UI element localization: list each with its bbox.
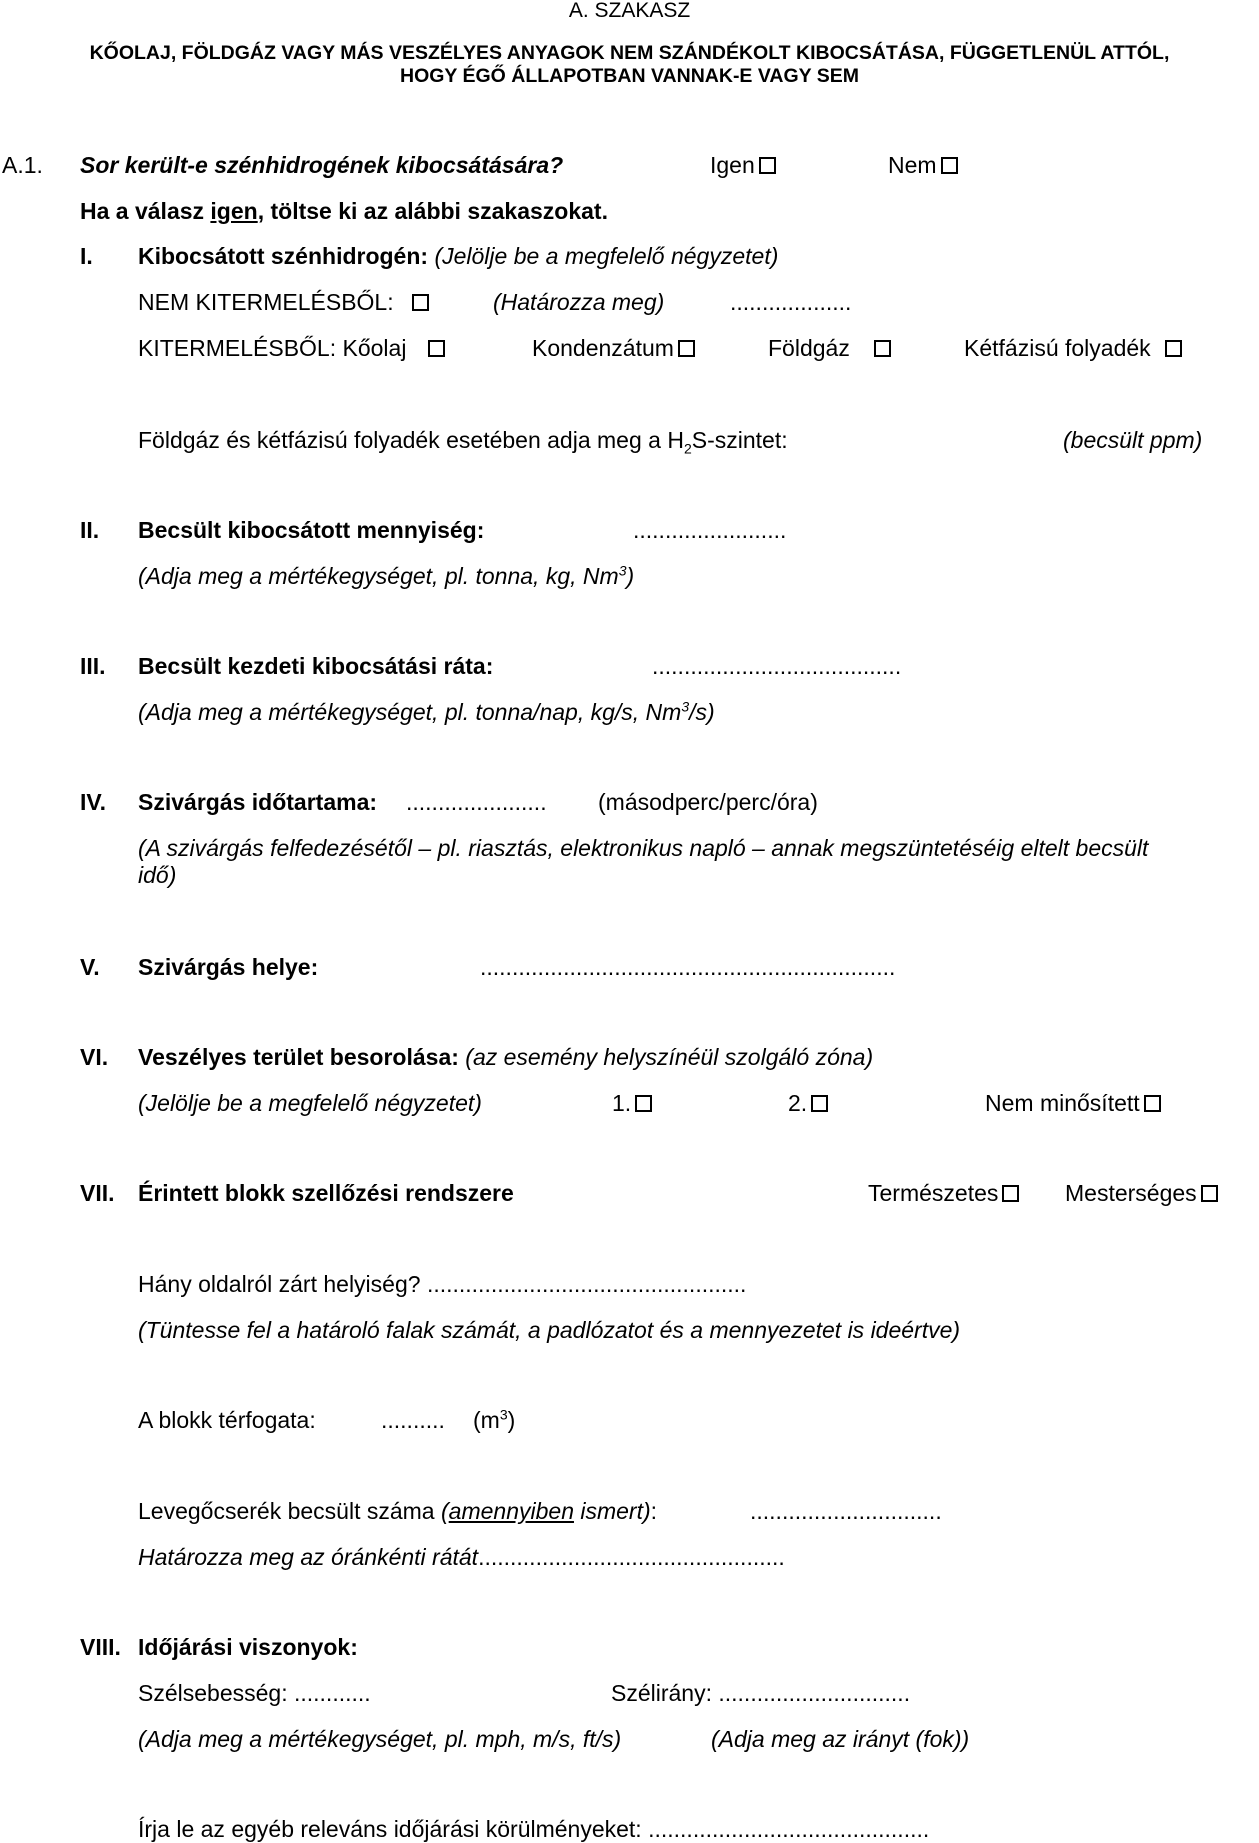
a1-instruction bbox=[80, 200, 608, 223]
s7-volume-unit-pre: (m bbox=[473, 1407, 500, 1433]
s1-non-production-text: NEM KITERMELÉSBŐL: bbox=[138, 289, 394, 315]
s7-sides-hint: (Tüntesse fel a határoló falak számát, a padlózatot és a mennyezetet is ideértve) bbox=[138, 1317, 961, 1343]
s7-hourly-rate-field[interactable]: ................................................ bbox=[478, 1544, 785, 1570]
s5-location-field[interactable]: ................................................................. bbox=[480, 954, 896, 980]
s8-wind-dir-row bbox=[611, 1682, 910, 1705]
s7-title: Érintett blokk szellőzési rendszere bbox=[138, 1180, 514, 1206]
s1-non-production-label bbox=[138, 291, 429, 314]
s8-wind-speed-label: Szélsebesség: bbox=[138, 1680, 288, 1706]
s2-title: Becsült kibocsátott mennyiség: bbox=[138, 517, 485, 543]
s7-sides-row bbox=[138, 1273, 746, 1296]
section-label: A. SZAKASZ bbox=[568, 0, 691, 22]
s7-air-changes-field[interactable]: .............................. bbox=[750, 1498, 942, 1524]
s5-title: Szivárgás helye: bbox=[138, 954, 319, 980]
form-title-line1: KŐOLAJ, FÖLDGÁZ VAGY MÁS VESZÉLYES ANYAGOK NEM SZÁNDÉKOLT KIBOCSÁTÁSA, FÜGGETLENÜL ATTÓL, bbox=[89, 42, 1170, 64]
s8-other-row bbox=[138, 1818, 929, 1841]
s8-wind-speed-hint: (Adja meg a mértékegységet, pl. mph, m/s, ft/s) bbox=[138, 1726, 622, 1752]
s8-number: VIII. bbox=[80, 1634, 121, 1660]
s7-number: VII. bbox=[80, 1180, 115, 1206]
s7-air-changes-colon: : bbox=[650, 1498, 658, 1524]
s6-zone2-checkbox[interactable] bbox=[811, 1095, 828, 1112]
a1-instruction-pre: Ha a válasz bbox=[80, 198, 211, 224]
a1-no-checkbox[interactable] bbox=[941, 157, 958, 174]
s8-other-label: Írja le az egyéb releváns időjárási körülményeket: bbox=[138, 1816, 642, 1842]
s7-sides-field[interactable]: .................................................. bbox=[426, 1271, 747, 1297]
s7-volume-label: A blokk térfogata: bbox=[138, 1407, 316, 1433]
s2-quantity-field[interactable]: ........................ bbox=[633, 517, 787, 543]
s6-unclassified-checkbox[interactable] bbox=[1144, 1095, 1161, 1112]
s7-mechanical-checkbox[interactable] bbox=[1201, 1185, 1218, 1202]
s4-hint-line1: (A szivárgás felfedezésétől – pl. riasztás, elektronikus napló – annak megszüntetéséig eltelt becsült bbox=[138, 835, 1149, 861]
s5-number: V. bbox=[80, 954, 100, 980]
s8-title: Időjárási viszonyok: bbox=[138, 1634, 358, 1660]
s6-zone1-label: 1. bbox=[612, 1090, 632, 1116]
s4-title: Szivárgás időtartama: bbox=[138, 789, 378, 815]
s7-volume-field[interactable]: .......... bbox=[381, 1407, 445, 1433]
s4-unit: (másodperc/perc/óra) bbox=[598, 789, 818, 815]
s7-volume-unit-sup: 3 bbox=[499, 1406, 508, 1423]
s6-hint: (Jelölje be a megfelelő négyzetet) bbox=[138, 1090, 482, 1116]
s3-hint-sup: 3 bbox=[681, 698, 690, 715]
s6-zone2-label: 2. bbox=[788, 1090, 808, 1116]
s8-wind-dir-hint: (Adja meg az irányt (fok)) bbox=[711, 1726, 970, 1752]
s1-two-phase-option[interactable] bbox=[964, 337, 1182, 360]
s3-hint bbox=[138, 698, 715, 725]
s1-two-phase-checkbox[interactable] bbox=[1165, 340, 1182, 357]
s1-production-label: KITERMELÉSBŐL: Kőolaj bbox=[138, 335, 407, 361]
s7-natural-label: Természetes bbox=[868, 1180, 999, 1206]
s7-air-changes-label bbox=[138, 1500, 657, 1523]
s4-hint-line2: idő) bbox=[138, 862, 177, 888]
a1-yes-option[interactable] bbox=[710, 154, 776, 177]
s1-heading bbox=[138, 245, 778, 268]
s4-number: IV. bbox=[80, 789, 107, 815]
s1-h2s-label bbox=[138, 427, 788, 457]
a1-yes-label: Igen bbox=[710, 152, 755, 178]
a1-instruction-post: , töltse ki az alábbi szakaszokat. bbox=[257, 198, 608, 224]
s7-hourly-rate-label: Határozza meg az óránkénti rátát bbox=[138, 1544, 479, 1570]
s1-title: Kibocsátott szénhidrogén: bbox=[138, 243, 429, 269]
s7-volume-unit-post: ) bbox=[507, 1407, 516, 1433]
s7-volume-unit bbox=[473, 1406, 516, 1433]
s6-title: Veszélyes terület besorolása: bbox=[138, 1044, 459, 1070]
s8-wind-dir-label: Szélirány: bbox=[611, 1680, 712, 1706]
s6-zone1-option[interactable] bbox=[612, 1092, 652, 1115]
s7-sides-label: Hány oldalról zárt helyiség? bbox=[138, 1271, 421, 1297]
s1-specify-field[interactable]: ................... bbox=[730, 289, 852, 315]
s7-natural-checkbox[interactable] bbox=[1002, 1185, 1019, 1202]
s7-air-changes-text: Levegőcserék becsült száma bbox=[138, 1498, 441, 1524]
s7-hourly-rate-row bbox=[138, 1546, 785, 1569]
s6-zone2-option[interactable] bbox=[788, 1092, 828, 1115]
a1-no-option[interactable] bbox=[888, 154, 958, 177]
s2-hint-pre: (Adja meg a mértékegységet, pl. tonna, kg, Nm bbox=[138, 563, 619, 589]
s1-h2s-pre: Földgáz és kétfázisú folyadék esetében adja meg a H bbox=[138, 427, 684, 453]
s7-mechanical-option[interactable] bbox=[1065, 1182, 1218, 1205]
s1-number: I. bbox=[80, 243, 93, 269]
s1-h2s-post: S-szintet: bbox=[691, 427, 788, 453]
s2-hint bbox=[138, 562, 635, 589]
s3-number: III. bbox=[80, 653, 106, 679]
s1-gas-option[interactable] bbox=[768, 337, 891, 360]
s1-specify-hint: (Határozza meg) bbox=[493, 289, 665, 315]
s1-h2s-sub: 2 bbox=[683, 440, 692, 457]
s1-hint: (Jelölje be a megfelelő négyzetet) bbox=[434, 243, 779, 269]
s7-air-changes-rest: ismert) bbox=[573, 1498, 651, 1524]
s6-zone1-checkbox[interactable] bbox=[635, 1095, 652, 1112]
s1-gas-label: Földgáz bbox=[768, 335, 850, 361]
s1-two-phase-label: Kétfázisú folyadék bbox=[964, 335, 1151, 361]
s2-hint-post: ) bbox=[626, 563, 635, 589]
s7-air-changes-paren: ( bbox=[441, 1498, 449, 1524]
s8-wind-dir-field[interactable]: .............................. bbox=[718, 1680, 911, 1706]
s3-hint-post: /s) bbox=[689, 699, 715, 725]
s8-other-field[interactable]: ............................................ bbox=[648, 1816, 930, 1842]
s1-crude-checkbox[interactable] bbox=[428, 340, 445, 357]
s6-subtitle: (az esemény helyszínéül szolgáló zóna) bbox=[465, 1044, 874, 1070]
s6-unclassified-option[interactable] bbox=[985, 1092, 1161, 1115]
s1-condensate-checkbox[interactable] bbox=[678, 340, 695, 357]
s3-rate-field[interactable]: ....................................... bbox=[652, 653, 902, 679]
s6-unclassified-label: Nem minősített bbox=[985, 1090, 1140, 1116]
s6-number: VI. bbox=[80, 1044, 109, 1070]
s6-heading bbox=[138, 1046, 873, 1069]
s1-non-production-checkbox[interactable] bbox=[412, 294, 429, 311]
s7-natural-option[interactable] bbox=[868, 1182, 1019, 1205]
s8-wind-speed-row bbox=[138, 1682, 371, 1705]
s1-h2s-unit: (becsült ppm) bbox=[1063, 427, 1203, 453]
form-title-line2: HOGY ÉGŐ ÁLLAPOTBAN VANNAK-E VAGY SEM bbox=[399, 65, 859, 87]
s1-gas-checkbox[interactable] bbox=[874, 340, 891, 357]
s7-mechanical-label: Mesterséges bbox=[1065, 1180, 1197, 1206]
s1-crude-option[interactable] bbox=[138, 337, 445, 360]
s2-hint-sup: 3 bbox=[618, 562, 627, 579]
s1-condensate-option[interactable] bbox=[532, 337, 695, 360]
a1-instruction-underlined: igen bbox=[210, 198, 258, 224]
a1-question: Sor került-e szénhidrogének kibocsátására? bbox=[80, 152, 564, 178]
s7-air-changes-underlined: amennyiben bbox=[448, 1498, 574, 1524]
s8-wind-speed-field[interactable]: ............ bbox=[293, 1680, 371, 1706]
s3-title: Becsült kezdeti kibocsátási ráta: bbox=[138, 653, 494, 679]
a1-no-label: Nem bbox=[888, 152, 937, 178]
s3-hint-pre: (Adja meg a mértékegységet, pl. tonna/nap, kg/s, Nm bbox=[138, 699, 682, 725]
s2-number: II. bbox=[80, 517, 100, 543]
a1-yes-checkbox[interactable] bbox=[759, 157, 776, 174]
s4-duration-field[interactable]: ...................... bbox=[406, 789, 547, 815]
a1-number: A.1. bbox=[2, 152, 43, 178]
s1-condensate-label: Kondenzátum bbox=[532, 335, 674, 361]
